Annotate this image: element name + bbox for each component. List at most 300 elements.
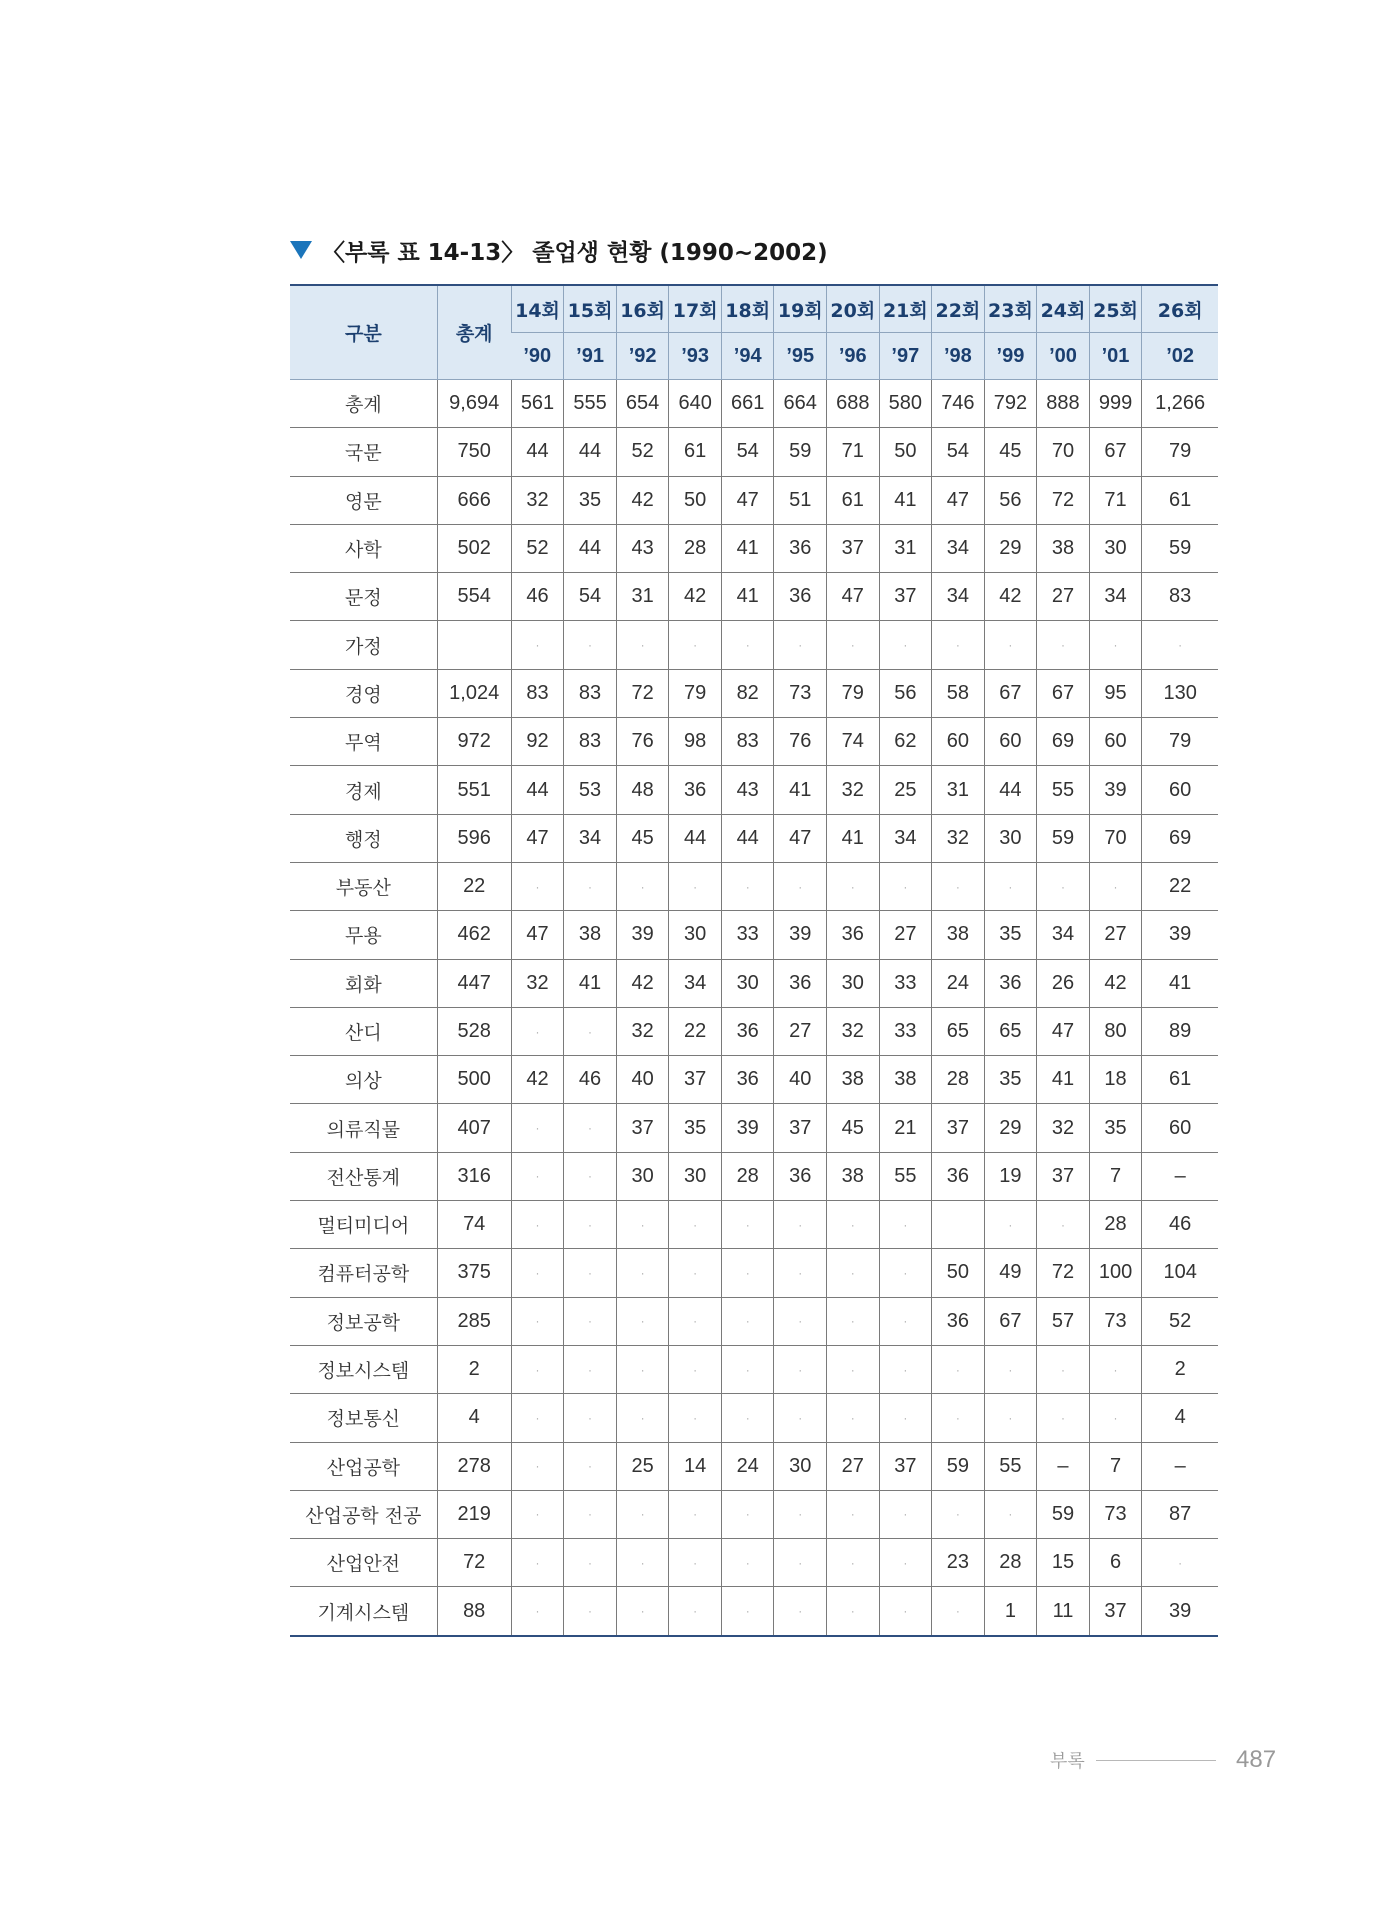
table-cell: ·: [827, 621, 880, 669]
table-cell: ·: [669, 1587, 722, 1636]
table-cell: 83: [1142, 573, 1218, 621]
row-total: 1,024: [437, 669, 511, 717]
table-cell: ·: [774, 862, 827, 910]
header-year: ’97: [879, 333, 932, 380]
table-cell: ·: [721, 1394, 774, 1442]
table-cell: 11: [1037, 1587, 1090, 1636]
table-row: [290, 476, 1218, 524]
table-cell: ·: [511, 1442, 564, 1490]
table-cell: 56: [984, 476, 1037, 524]
table-row: [290, 621, 1218, 669]
table-cell: 30: [721, 959, 774, 1007]
table-cell: ·: [721, 1297, 774, 1345]
table-cell: ·: [564, 1490, 617, 1538]
table-cell: 27: [827, 1442, 880, 1490]
table-cell: ·: [564, 1201, 617, 1249]
table-cell: ·: [721, 1539, 774, 1587]
table-cell: 4: [1142, 1394, 1218, 1442]
table-cell: 664: [774, 380, 827, 428]
header-year: ’92: [616, 333, 669, 380]
row-total: 285: [437, 1297, 511, 1345]
graduates-table: [290, 284, 1218, 1637]
table-cell: ·: [879, 1394, 932, 1442]
table-cell: ·: [774, 1587, 827, 1636]
table-cell: 54: [564, 573, 617, 621]
table-cell: 76: [616, 718, 669, 766]
row-total: 22: [437, 862, 511, 910]
row-label: 멀티미디어: [290, 1201, 437, 1249]
table-cell: 62: [879, 718, 932, 766]
table-cell: ·: [879, 1490, 932, 1538]
table-cell: 37: [616, 1104, 669, 1152]
header-year: ’93: [669, 333, 722, 380]
table-cell: 44: [511, 428, 564, 476]
table-cell: 2: [1142, 1345, 1218, 1393]
table-cell: 41: [564, 959, 617, 1007]
table-cell: ·: [669, 1345, 722, 1393]
row-total: 2: [437, 1345, 511, 1393]
table-cell: ·: [827, 1297, 880, 1345]
table-cell: 39: [1089, 766, 1142, 814]
table-cell: ·: [984, 1490, 1037, 1538]
table-cell: 25: [616, 1442, 669, 1490]
table-cell: 34: [932, 573, 985, 621]
row-label: 무용: [290, 911, 437, 959]
table-row: [290, 1490, 1218, 1538]
table-cell: 888: [1037, 380, 1090, 428]
table-cell: 45: [827, 1104, 880, 1152]
header-row-sessions: [290, 285, 1218, 333]
table-cell: ·: [564, 1345, 617, 1393]
table-cell: 41: [879, 476, 932, 524]
table-cell: 52: [1142, 1297, 1218, 1345]
table-cell: 59: [774, 428, 827, 476]
table-cell: 999: [1089, 380, 1142, 428]
table-cell: 60: [1142, 1104, 1218, 1152]
table-row: [290, 718, 1218, 766]
table-cell: 33: [721, 911, 774, 959]
table-cell: 61: [669, 428, 722, 476]
table-cell: 73: [1089, 1490, 1142, 1538]
page-number: 487: [1236, 1746, 1277, 1773]
row-total: 278: [437, 1442, 511, 1490]
table-cell: 70: [1089, 814, 1142, 862]
header-session: 18회: [721, 285, 774, 333]
table-cell: 36: [774, 959, 827, 1007]
table-cell: 42: [511, 1056, 564, 1104]
table-cell: ·: [564, 1539, 617, 1587]
table-cell: 7: [1089, 1152, 1142, 1200]
table-cell: 53: [564, 766, 617, 814]
table-cell: 38: [564, 911, 617, 959]
table-cell: 22: [669, 1007, 722, 1055]
table-cell: ·: [721, 1201, 774, 1249]
table-cell: 30: [774, 1442, 827, 1490]
table-cell: 1: [984, 1587, 1037, 1636]
table-cell: ·: [932, 1587, 985, 1636]
table-cell: 45: [616, 814, 669, 862]
table-cell: 36: [932, 1297, 985, 1345]
table-cell: 36: [827, 911, 880, 959]
table-cell: 21: [879, 1104, 932, 1152]
table-cell: ·: [669, 621, 722, 669]
table-cell: ·: [564, 1442, 617, 1490]
table-cell: ·: [564, 1007, 617, 1055]
table-cell: 22: [1142, 862, 1218, 910]
table-cell: 30: [984, 814, 1037, 862]
table-cell: ·: [616, 621, 669, 669]
table-cell: 40: [616, 1056, 669, 1104]
header-year: ’94: [721, 333, 774, 380]
table-cell: 45: [984, 428, 1037, 476]
table-cell: ·: [932, 1345, 985, 1393]
table-cell: ·: [669, 1297, 722, 1345]
table-cell: 83: [721, 718, 774, 766]
table-cell: –: [1142, 1152, 1218, 1200]
table-cell: ·: [1037, 1201, 1090, 1249]
row-total: [437, 621, 511, 669]
table-cell: 32: [827, 1007, 880, 1055]
table-row: [290, 1297, 1218, 1345]
table-cell: 51: [774, 476, 827, 524]
table-cell: 31: [616, 573, 669, 621]
table-cell: 47: [774, 814, 827, 862]
table-cell: 31: [879, 524, 932, 572]
table-row: [290, 911, 1218, 959]
table-cell: ·: [1089, 1394, 1142, 1442]
table-cell: 32: [511, 476, 564, 524]
table-cell: ·: [669, 1201, 722, 1249]
row-total: 750: [437, 428, 511, 476]
table-cell: ·: [984, 1345, 1037, 1393]
header-session: 16회: [616, 285, 669, 333]
row-label: 영문: [290, 476, 437, 524]
table-cell: 44: [721, 814, 774, 862]
row-label: 정보공학: [290, 1297, 437, 1345]
table-cell: 130: [1142, 669, 1218, 717]
row-label: 무역: [290, 718, 437, 766]
table-cell: –: [1142, 1442, 1218, 1490]
table-cell: ·: [879, 621, 932, 669]
table-row: [290, 1249, 1218, 1297]
table-cell: 41: [1037, 1056, 1090, 1104]
table-body: [290, 380, 1218, 1636]
table-cell: 18: [1089, 1056, 1142, 1104]
row-label: 회화: [290, 959, 437, 1007]
table-cell: 52: [616, 428, 669, 476]
table-cell: 44: [511, 766, 564, 814]
table-caption: [290, 232, 828, 268]
table-cell: 561: [511, 380, 564, 428]
table-cell: 73: [774, 669, 827, 717]
header-session: 23회: [984, 285, 1037, 333]
table-cell: ·: [774, 1345, 827, 1393]
table-cell: 29: [984, 524, 1037, 572]
row-label: 산업공학 전공: [290, 1490, 437, 1538]
table-cell: 37: [774, 1104, 827, 1152]
table-cell: 42: [669, 573, 722, 621]
table-cell: ·: [1089, 862, 1142, 910]
table-cell: ·: [1037, 621, 1090, 669]
table-cell: 56: [879, 669, 932, 717]
table-cell: 42: [984, 573, 1037, 621]
table-cell: 39: [1142, 1587, 1218, 1636]
table-cell: ·: [774, 1201, 827, 1249]
table-cell: 79: [827, 669, 880, 717]
table-cell: 80: [1089, 1007, 1142, 1055]
table-cell: 57: [1037, 1297, 1090, 1345]
table-cell: 92: [511, 718, 564, 766]
header-session: 26회: [1142, 285, 1218, 333]
table-cell: 58: [932, 669, 985, 717]
table-row: [290, 1201, 1218, 1249]
row-label: 경제: [290, 766, 437, 814]
table-cell: 27: [1037, 573, 1090, 621]
row-label: 국문: [290, 428, 437, 476]
table-cell: 59: [1142, 524, 1218, 572]
row-total: 528: [437, 1007, 511, 1055]
table-cell: 46: [511, 573, 564, 621]
table-cell: 41: [721, 573, 774, 621]
table-cell: 35: [669, 1104, 722, 1152]
table-cell: 49: [984, 1249, 1037, 1297]
table-cell: 26: [1037, 959, 1090, 1007]
table-cell: 104: [1142, 1249, 1218, 1297]
table-cell: ·: [511, 1249, 564, 1297]
table-cell: 70: [1037, 428, 1090, 476]
table-cell: ·: [1037, 862, 1090, 910]
table-cell: 36: [669, 766, 722, 814]
table-cell: 37: [879, 1442, 932, 1490]
table-cell: ·: [511, 862, 564, 910]
row-total: 74: [437, 1201, 511, 1249]
table-cell: 28: [1089, 1201, 1142, 1249]
table-cell: 60: [1142, 766, 1218, 814]
table-cell: 7: [1089, 1442, 1142, 1490]
row-label: 산디: [290, 1007, 437, 1055]
table-cell: ·: [564, 862, 617, 910]
table-cell: ·: [721, 621, 774, 669]
table-cell: ·: [721, 1490, 774, 1538]
table-cell: ·: [616, 1345, 669, 1393]
row-total: 88: [437, 1587, 511, 1636]
table-cell: 59: [932, 1442, 985, 1490]
table-cell: ·: [827, 1587, 880, 1636]
table-cell: 746: [932, 380, 985, 428]
table-cell: 83: [564, 669, 617, 717]
row-total: 554: [437, 573, 511, 621]
table-cell: 29: [984, 1104, 1037, 1152]
table-cell: 65: [932, 1007, 985, 1055]
table-cell: ·: [511, 1587, 564, 1636]
table-cell: 34: [879, 814, 932, 862]
table-cell: 34: [564, 814, 617, 862]
table-cell: 33: [879, 1007, 932, 1055]
header-year: ’91: [564, 333, 617, 380]
table-cell: 661: [721, 380, 774, 428]
row-label: 산업안전: [290, 1539, 437, 1587]
table-cell: 87: [1142, 1490, 1218, 1538]
table-cell: ·: [879, 862, 932, 910]
table-cell: ·: [984, 1201, 1037, 1249]
table-cell: 44: [564, 524, 617, 572]
footer-divider: [1096, 1760, 1216, 1761]
table-cell: 47: [1037, 1007, 1090, 1055]
table-cell: ·: [879, 1345, 932, 1393]
table-cell: 38: [1037, 524, 1090, 572]
table-cell: ·: [669, 1490, 722, 1538]
row-total: 375: [437, 1249, 511, 1297]
table-cell: ·: [827, 1539, 880, 1587]
table-cell: ·: [774, 1539, 827, 1587]
table-cell: ·: [932, 1394, 985, 1442]
table-row: [290, 862, 1218, 910]
table-cell: 43: [721, 766, 774, 814]
table-cell: 50: [669, 476, 722, 524]
table-cell: ·: [721, 1587, 774, 1636]
table-row: [290, 380, 1218, 428]
table-cell: 65: [984, 1007, 1037, 1055]
header-category: 구분: [290, 285, 437, 380]
table-cell: ·: [932, 862, 985, 910]
row-total: 316: [437, 1152, 511, 1200]
table-cell: ·: [1089, 1345, 1142, 1393]
table-cell: ·: [827, 1345, 880, 1393]
table-cell: 38: [827, 1152, 880, 1200]
table-cell: ·: [827, 1490, 880, 1538]
table-cell: 41: [1142, 959, 1218, 1007]
table-row: [290, 524, 1218, 572]
table-cell: 39: [721, 1104, 774, 1152]
table-cell: ·: [564, 621, 617, 669]
table-cell: 38: [879, 1056, 932, 1104]
table-cell: 41: [721, 524, 774, 572]
row-total: 9,694: [437, 380, 511, 428]
table-row: [290, 1007, 1218, 1055]
table-cell: 82: [721, 669, 774, 717]
table-cell: 34: [669, 959, 722, 1007]
table-cell: 27: [1089, 911, 1142, 959]
row-label: 산업공학: [290, 1442, 437, 1490]
table-cell: ·: [879, 1539, 932, 1587]
table-cell: 60: [984, 718, 1037, 766]
table-cell: 59: [1037, 1490, 1090, 1538]
table-cell: 39: [774, 911, 827, 959]
table-cell: ·: [669, 1539, 722, 1587]
table-cell: 89: [1142, 1007, 1218, 1055]
table-cell: 38: [827, 1056, 880, 1104]
table-cell: 30: [1089, 524, 1142, 572]
table-cell: 36: [721, 1056, 774, 1104]
header-year: ’01: [1089, 333, 1142, 380]
table-cell: ·: [774, 1490, 827, 1538]
header-session: 25회: [1089, 285, 1142, 333]
table-cell: ·: [616, 1201, 669, 1249]
table-cell: ·: [1142, 1539, 1218, 1587]
header-session: 20회: [827, 285, 880, 333]
table-cell: 60: [1089, 718, 1142, 766]
table-cell: 47: [721, 476, 774, 524]
table-cell: ·: [669, 1394, 722, 1442]
table-cell: ·: [932, 1490, 985, 1538]
table-cell: ·: [827, 1249, 880, 1297]
table-cell: ·: [879, 1587, 932, 1636]
table-cell: ·: [669, 1249, 722, 1297]
table-cell: 28: [932, 1056, 985, 1104]
table-cell: 79: [1142, 428, 1218, 476]
table-cell: 37: [879, 573, 932, 621]
table-cell: 24: [932, 959, 985, 1007]
table-cell: 54: [721, 428, 774, 476]
table-cell: ·: [511, 1201, 564, 1249]
table-cell: 55: [879, 1152, 932, 1200]
table-cell: 47: [827, 573, 880, 621]
table-cell: 37: [1089, 1587, 1142, 1636]
table-cell: 67: [984, 1297, 1037, 1345]
table-cell: 792: [984, 380, 1037, 428]
table-cell: 32: [616, 1007, 669, 1055]
table-cell: ·: [616, 1249, 669, 1297]
table-cell: ·: [564, 1152, 617, 1200]
table-cell: ·: [616, 862, 669, 910]
table-cell: 44: [564, 428, 617, 476]
table-cell: ·: [879, 1297, 932, 1345]
table-row: [290, 959, 1218, 1007]
table-cell: 72: [1037, 476, 1090, 524]
header-total: 총계: [437, 285, 511, 380]
table-cell: 46: [1142, 1201, 1218, 1249]
table-row: [290, 814, 1218, 862]
table-cell: 98: [669, 718, 722, 766]
table-cell: ·: [564, 1104, 617, 1152]
table-cell: 67: [1089, 428, 1142, 476]
table-cell: 36: [774, 524, 827, 572]
table-cell: 31: [932, 766, 985, 814]
table-cell: 52: [511, 524, 564, 572]
table-row: [290, 1587, 1218, 1636]
table-cell: 28: [669, 524, 722, 572]
row-total: 500: [437, 1056, 511, 1104]
table-cell: 44: [669, 814, 722, 862]
table-cell: ·: [827, 862, 880, 910]
table-row: [290, 1539, 1218, 1587]
table-cell: 79: [1142, 718, 1218, 766]
table-cell: 33: [879, 959, 932, 1007]
table-cell: 24: [721, 1442, 774, 1490]
table-cell: 69: [1142, 814, 1218, 862]
triangle-marker-icon: [290, 241, 312, 259]
table-cell: 28: [721, 1152, 774, 1200]
row-label: 사학: [290, 524, 437, 572]
table-cell: 30: [669, 1152, 722, 1200]
table-cell: ·: [511, 1152, 564, 1200]
table-row: [290, 669, 1218, 717]
header-year: ’96: [827, 333, 880, 380]
table-cell: 72: [1037, 1249, 1090, 1297]
table-cell: 44: [984, 766, 1037, 814]
table-cell: 100: [1089, 1249, 1142, 1297]
table-cell: 61: [827, 476, 880, 524]
table-cell: 36: [984, 959, 1037, 1007]
header-session: 14회: [511, 285, 564, 333]
table-cell: 32: [932, 814, 985, 862]
table-cell: 32: [1037, 1104, 1090, 1152]
table-cell: ·: [721, 862, 774, 910]
table-cell: 35: [984, 911, 1037, 959]
table-cell: ·: [774, 1249, 827, 1297]
row-label: 의류직물: [290, 1104, 437, 1152]
header-session: 19회: [774, 285, 827, 333]
